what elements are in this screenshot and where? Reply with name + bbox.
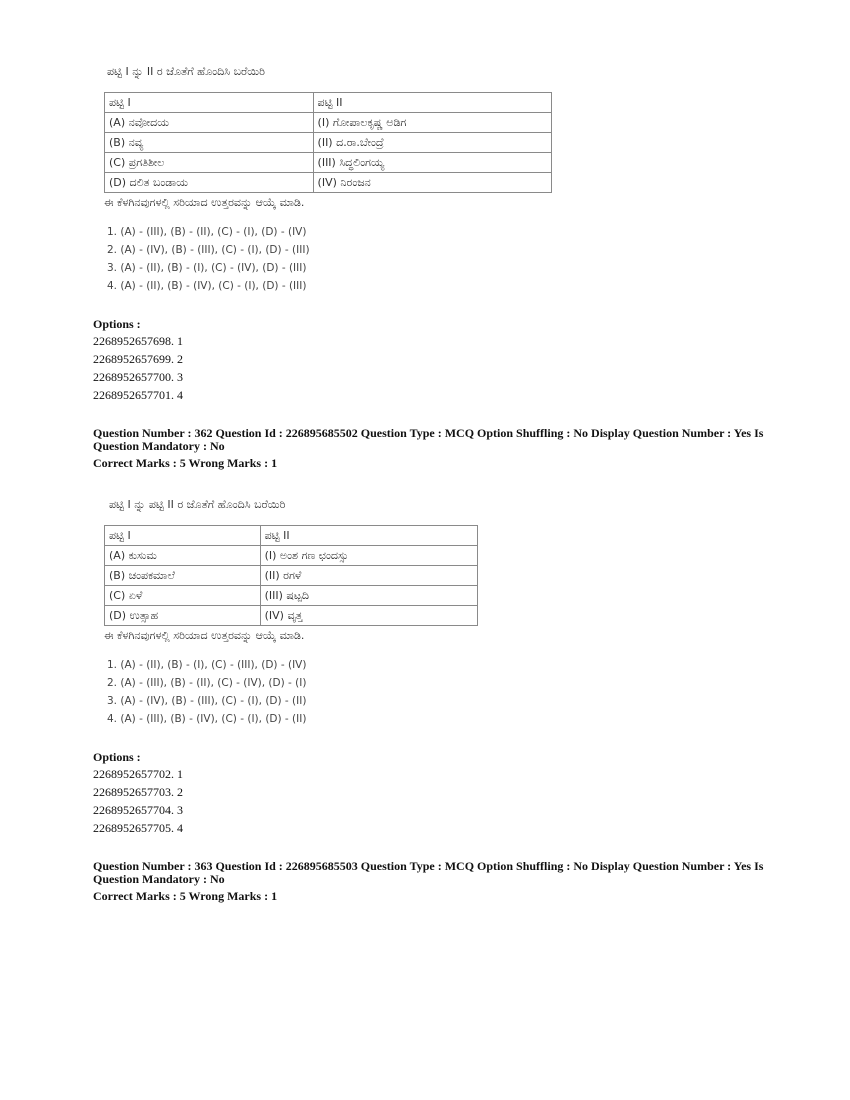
q362-header-line2: Question Mandatory : No	[93, 439, 225, 453]
table-cell: ಪಟ್ಟಿ I	[105, 93, 314, 113]
q362-options-label: Options :	[93, 750, 141, 764]
table-row	[105, 173, 552, 193]
table-cell: (B) ಚಂಪಕಮಾಲೆ	[105, 566, 261, 586]
table-cell: (D) ಉತ್ಸಾಹ	[105, 606, 261, 626]
option-line: 2268952657700. 3	[93, 370, 183, 384]
table-row	[105, 566, 478, 586]
choice-item: 1. (A) - (III), (B) - (II), (C) - (I), (D) - (IV)	[107, 226, 307, 238]
table-row	[105, 113, 552, 133]
table-cell: ಪಟ್ಟಿ II	[313, 93, 551, 113]
table-cell: (I) ಗೋಪಾಲಕೃಷ್ಣ ಅಡಿಗ	[313, 113, 551, 133]
table-cell: (III) ಸಿದ್ಧಲಿಂಗಯ್ಯ	[313, 153, 551, 173]
option-line: 2268952657705. 4	[93, 821, 183, 835]
option-line: 2268952657701. 4	[93, 388, 183, 402]
table-cell: (C) ಏಳೆ	[105, 586, 261, 606]
q361-match-table	[104, 92, 552, 193]
table-cell: (B) ನವ್ಯ	[105, 133, 314, 153]
table-row	[105, 546, 478, 566]
q363-marks: Correct Marks : 5 Wrong Marks : 1	[93, 889, 278, 903]
q362-select-text: ಈ ಕೆಳಗಿನವುಗಳಲ್ಲಿ ಸರಿಯಾದ ಉತ್ತರವನ್ನು ಆಯ್ಕೆ ಮಾಡಿ.	[104, 629, 305, 642]
table-cell: ಪಟ್ಟಿ I	[105, 526, 261, 546]
table-row	[105, 606, 478, 626]
table-cell: (III) ಷಟ್ಪದಿ	[260, 586, 477, 606]
table-row	[105, 526, 478, 546]
table-cell: (IV) ವೃತ್ತ	[260, 606, 477, 626]
q362-instruction: ಪಟ್ಟಿ I ನ್ನು ಪಟ್ಟಿ II ರ ಜೊತೆಗೆ ಹೊಂದಿಸಿ ಬರೆಯಿರಿ	[109, 498, 286, 511]
table-cell: (IV) ನಿರಂಜನ	[313, 173, 551, 193]
q361-instruction: ಪಟ್ಟಿ I ನ್ನು II ರ ಜೊತೆಗೆ ಹೊಂದಿಸಿ ಬರೆಯಿರಿ	[107, 65, 265, 78]
table-cell: (A) ನವೋದಯ	[105, 113, 314, 133]
table-cell: ಪಟ್ಟಿ II	[260, 526, 477, 546]
choice-item: 4. (A) - (II), (B) - (IV), (C) - (I), (D) - (III)	[107, 280, 307, 292]
q361-select-text: ಈ ಕೆಳಗಿನವುಗಳಲ್ಲಿ ಸರಿಯಾದ ಉತ್ತರವನ್ನು ಆಯ್ಕೆ ಮಾಡಿ.	[104, 196, 305, 209]
option-line: 2268952657698. 1	[93, 334, 183, 348]
q361-options-label: Options :	[93, 317, 141, 331]
q361-choice-list	[107, 223, 310, 295]
table-row	[105, 93, 552, 113]
q362-header-line1: Question Number : 362 Question Id : 226895685502 Question Type : MCQ Option Shuffling : No Display Question Number : Yes Is	[93, 426, 764, 440]
option-line: 2268952657703. 2	[93, 785, 183, 799]
choice-item: 3. (A) - (IV), (B) - (III), (C) - (I), (D) - (II)	[107, 695, 307, 707]
table-row	[105, 586, 478, 606]
choice-item: 2. (A) - (III), (B) - (II), (C) - (IV), (D) - (I)	[107, 677, 307, 689]
table-cell: (A) ಕುಸುಮ	[105, 546, 261, 566]
table-cell: (II) ದ.ರಾ.ಬೇಂದ್ರೆ	[313, 133, 551, 153]
q363-header-line1: Question Number : 363 Question Id : 226895685503 Question Type : MCQ Option Shuffling : No Display Question Number : Yes Is	[93, 859, 764, 873]
table-cell: (C) ಪ್ರಗತಿಶೀಲ	[105, 153, 314, 173]
table-row	[105, 153, 552, 173]
table-row	[105, 133, 552, 153]
q362-choice-list	[107, 656, 306, 728]
choice-item: 2. (A) - (IV), (B) - (III), (C) - (I), (D) - (III)	[107, 244, 310, 256]
q362-match-table	[104, 525, 478, 626]
table-cell: (II) ರಗಳೆ	[260, 566, 477, 586]
choice-item: 4. (A) - (III), (B) - (IV), (C) - (I), (D) - (II)	[107, 713, 307, 725]
q363-header-line2: Question Mandatory : No	[93, 872, 225, 886]
option-line: 2268952657704. 3	[93, 803, 183, 817]
choice-item: 1. (A) - (II), (B) - (I), (C) - (III), (D) - (IV)	[107, 659, 307, 671]
option-line: 2268952657702. 1	[93, 767, 183, 781]
choice-item: 3. (A) - (II), (B) - (I), (C) - (IV), (D) - (III)	[107, 262, 307, 274]
option-line: 2268952657699. 2	[93, 352, 183, 366]
table-cell: (D) ದಲಿತ ಬಂಡಾಯ	[105, 173, 314, 193]
q362-marks: Correct Marks : 5 Wrong Marks : 1	[93, 456, 278, 470]
table-cell: (I) ಅಂಶ ಗಣ ಛಂದಸ್ಸು	[260, 546, 477, 566]
